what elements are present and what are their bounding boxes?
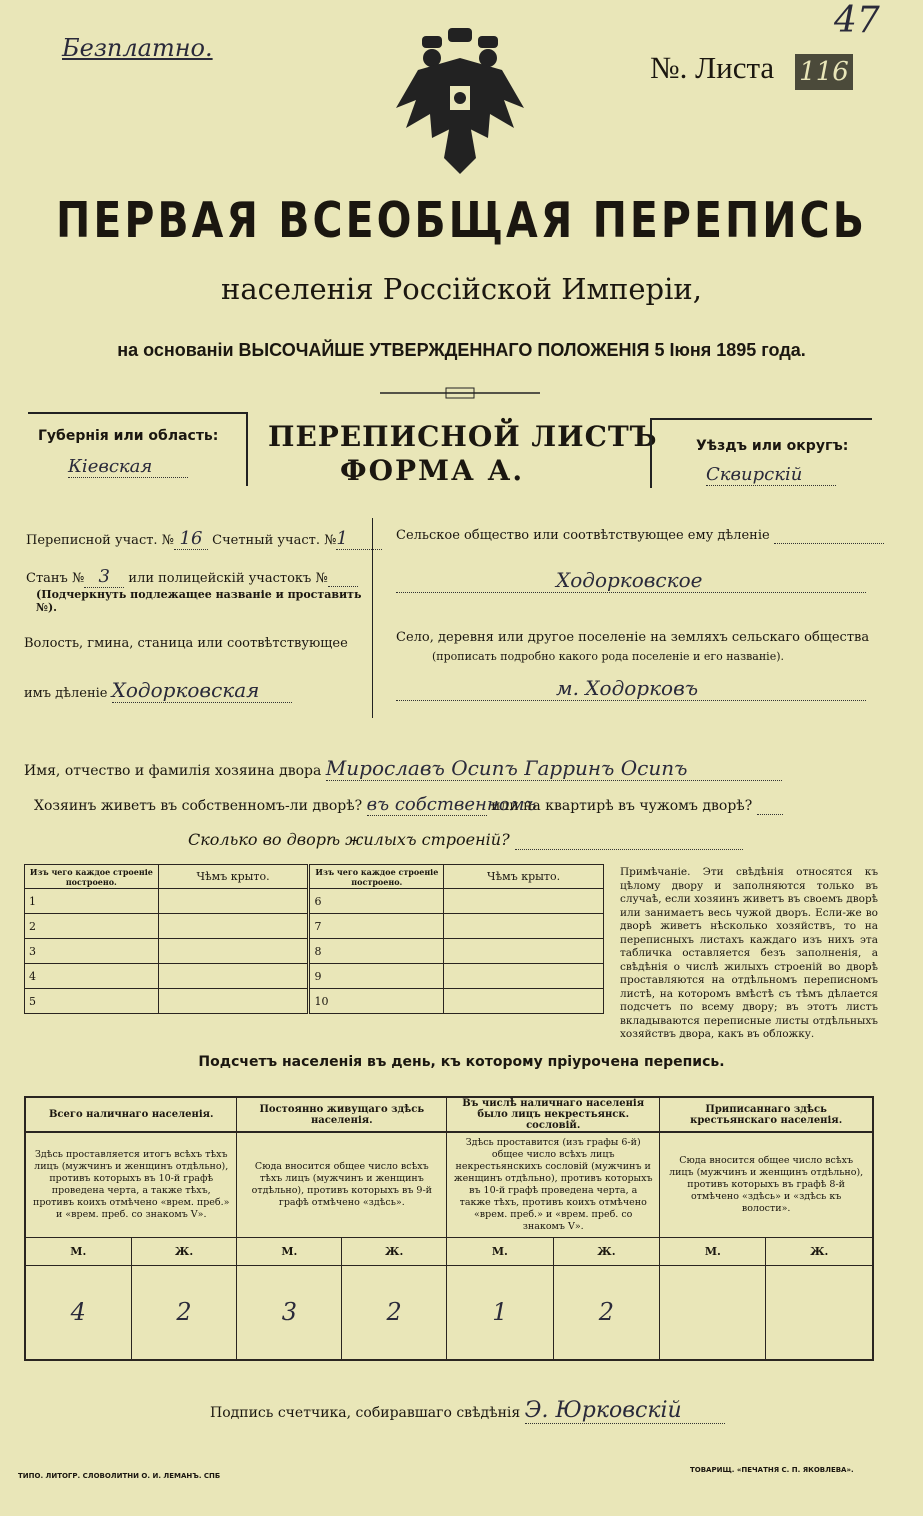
- buildings-row: [25, 939, 604, 964]
- roof-cell: [444, 939, 604, 964]
- society-value: Ходорковское: [396, 568, 866, 593]
- police-label: или полицейскій участокъ №: [128, 571, 328, 586]
- buildings-question-row: [188, 830, 743, 850]
- building-number: 3: [25, 939, 159, 964]
- building-number: 1: [25, 889, 159, 914]
- society-label: Сельское общество или соотвѣтствующее ему дѣленіе: [396, 528, 770, 543]
- owner-name-label: Имя, отчество и фамилія хозяина двора: [24, 763, 322, 779]
- sheet-title: ПЕРЕПИСНОЙ ЛИСТЪ: [268, 420, 658, 453]
- stan-row: [26, 566, 358, 588]
- female-label: Ж.: [342, 1238, 447, 1266]
- roof-cell: [444, 964, 604, 989]
- gubernia-value: Кіевская: [68, 456, 188, 478]
- location-left-block: [0, 518, 373, 718]
- signature-row: [210, 1398, 725, 1424]
- buildings-question: Сколько во дворѣ жилыхъ строеній?: [188, 830, 510, 849]
- building-number: 10: [309, 989, 444, 1014]
- male-label: М.: [447, 1238, 553, 1266]
- printer-right: ТОВАРИЩ. «ПЕЧАТНЯ С. П. ЯКОВЛЕВА».: [690, 1466, 854, 1474]
- gubernia-box: [28, 412, 248, 486]
- population-group-description: Сюда вносится общее число всѣхъ тѣхъ лицъ (мужчинъ и женщинъ отдѣльно), противъ которыхъ въ 9-й графѣ отмѣчено «здѣсь».: [237, 1132, 447, 1238]
- female-count: [766, 1266, 873, 1360]
- population-group-header: Постоянно живущаго здѣсь населенія.: [237, 1097, 447, 1132]
- page-title: ПЕРВАЯ ВСЕОБЩАЯ ПЕРЕПИСЬ: [56, 191, 867, 249]
- buildings-table-header: [25, 865, 604, 889]
- male-count: 1: [447, 1266, 553, 1360]
- sheet-number-label: №. Листа: [650, 50, 775, 85]
- female-count: 2: [131, 1266, 237, 1360]
- roof-cell: [158, 989, 309, 1014]
- male-label: М.: [237, 1238, 342, 1266]
- owner-lives-label: Хозяинъ живетъ въ собственномъ-ли дворѣ?: [34, 798, 363, 814]
- volost-label: Волость, гмина, станица или соотвѣтствующее: [24, 636, 348, 651]
- female-count: 2: [342, 1266, 447, 1360]
- page-subtitle: населенія Россійской Имперіи,: [221, 272, 702, 306]
- form-title: ФОРМА А.: [340, 454, 525, 487]
- population-group-description: Здѣсь проставится (изъ графы 6-й) общее число всѣхъ лицъ некрестьянскихъ сословій (мужчинъ и женщинъ отдѣльно), противъ которыхъ въ 10-й графѣ проведена черта, а также тѣхъ, противъ коихъ отмѣчено «врем. преб.» и «врем. преб. со знакомъ V».: [447, 1132, 660, 1238]
- owner-lives-row: [34, 794, 783, 816]
- roof-cell: [158, 914, 309, 939]
- male-label: М.: [660, 1238, 766, 1266]
- building-number: 9: [309, 964, 444, 989]
- col-material-right: Изъ чего каждое строеніе построено.: [309, 865, 444, 889]
- population-group-description: Здѣсь проставляется итогъ всѣхъ тѣхъ лицъ (мужчинъ и женщинъ отдѣльно), противъ которыхъ въ 10-й графѣ проведена черта, а также тѣхъ, противъ коихъ отмѣчено «врем. преб.» и «врем. преб. со знакомъ V».: [25, 1132, 237, 1238]
- census-district-value: 16: [174, 528, 208, 550]
- legal-basis: на основаніи ВЫСОЧАЙШЕ УТВЕРЖДЕННАГО ПОЛОЖЕНІЯ 5 Іюня 1895 года.: [117, 340, 806, 360]
- population-values: [25, 1266, 873, 1360]
- population-group-description: Сюда вносится общее число всѣхъ лицъ (мужчинъ и женщинъ отдѣльно), противъ которыхъ въ графѣ 8-й отмѣчено «здѣсь» и «здѣсь къ волости».: [660, 1132, 873, 1238]
- col-roof-right: Чѣмъ крыто.: [444, 865, 604, 889]
- census-district-row: [26, 528, 382, 550]
- underline-note: (Подчеркнуть подлежащее названіе и проставить №).: [36, 588, 362, 614]
- female-label: Ж.: [131, 1238, 237, 1266]
- buildings-row: [25, 964, 604, 989]
- free-label: Безплатно.: [62, 34, 213, 62]
- col-material-left: Изъ чего каждое строеніе построено.: [25, 865, 159, 889]
- population-descriptions: [25, 1132, 873, 1238]
- building-number: 5: [25, 989, 159, 1014]
- corner-number: 47: [834, 0, 880, 41]
- buildings-row: [25, 989, 604, 1014]
- stan-label: Станъ №: [26, 571, 85, 586]
- buildings-row: [25, 914, 604, 939]
- female-label: Ж.: [553, 1238, 660, 1266]
- building-number: 2: [25, 914, 159, 939]
- roof-cell: [444, 889, 604, 914]
- society-row: [396, 528, 884, 544]
- buildings-row: [25, 889, 604, 914]
- volost-label-2: имъ дѣленіе: [24, 686, 108, 701]
- population-group-header: Приписаннаго здѣсь крестьянскаго населенія.: [660, 1097, 873, 1132]
- buildings-table: [24, 864, 604, 1014]
- signature-label: Подпись счетчика, собиравшаго свѣдѣнія: [210, 1405, 521, 1421]
- male-label: М.: [25, 1238, 131, 1266]
- uezd-label: Уѣздъ или округъ:: [696, 438, 849, 454]
- count-district-label: Счетный участ. №: [212, 533, 337, 548]
- volost-row: [24, 678, 292, 703]
- owner-name-row: [24, 756, 782, 781]
- population-headers: [25, 1097, 873, 1132]
- village-label: Село, деревня или другое поселеніе на земляхъ сельскаго общества: [396, 630, 870, 645]
- roof-cell: [158, 939, 309, 964]
- uezd-value: Сквирскій: [706, 464, 836, 486]
- roof-cell: [444, 989, 604, 1014]
- location-right-block: [396, 528, 886, 718]
- female-count: 2: [553, 1266, 660, 1360]
- population-sex-labels: [25, 1238, 873, 1266]
- building-number: 8: [309, 939, 444, 964]
- census-district-label: Переписной участ. №: [26, 533, 174, 548]
- owner-lives-value: въ собственномъ: [366, 794, 537, 815]
- stan-value: 3: [84, 566, 124, 588]
- ornament-divider: [380, 386, 540, 400]
- sheet-number-value: 116: [795, 54, 853, 90]
- buildings-note: Примѣчаніе. Эти свѣдѣнія относятся къ цѣлому двору и заполняются только въ случаѣ, если хозяинъ живетъ въ своемъ дворѣ или занимаетъ весь чужой дворъ. Если-же во дворѣ живетъ нѣсколько хозяйствъ, то на переписныхъ листахъ каждаго изъ нихъ эта табличка оставляется безъ заполненія, а свѣдѣнія о числѣ жилыхъ строеній во дворѣ проставляются на отдѣльномъ переписномъ листѣ, на которомъ вмѣстѣ съ тѣмъ дѣлается подсчетъ по всему двору; въ этотъ листъ вкладываются переписные листы отдѣльныхъ хозяйствъ двора, какъ въ обложку.: [620, 866, 878, 1040]
- col-roof-left: Чѣмъ крыто.: [158, 865, 309, 889]
- owner-or-label: или на квартирѣ въ чужомъ дворѣ?: [491, 798, 753, 814]
- volost-value: Ходорковская: [112, 678, 292, 703]
- population-group-header: Въ числѣ наличнаго населенія было лицъ некрестьянск. сословій.: [447, 1097, 660, 1132]
- male-count: 4: [25, 1266, 131, 1360]
- owner-name-value: Мирославъ Осипъ Гарринъ Осипъ: [326, 756, 782, 781]
- building-number: 4: [25, 964, 159, 989]
- village-value: м. Ходорковъ: [396, 676, 866, 701]
- count-district-value: 1: [336, 528, 382, 550]
- population-table: [24, 1096, 874, 1361]
- building-number: 7: [309, 914, 444, 939]
- population-title: Подсчетъ населенія въ день, къ которому пріурочена перепись.: [198, 1054, 725, 1070]
- printer-left: ТИПО. ЛИТОГР. СЛОВОЛИТНИ О. И. ЛЕМАНЪ. СПБ: [18, 1472, 221, 1480]
- gubernia-label: Губернія или область:: [38, 428, 219, 444]
- village-note: (прописать подробно какого рода поселеніе и его названіе).: [432, 650, 784, 663]
- double-headed-eagle-emblem: [392, 28, 528, 178]
- roof-cell: [158, 964, 309, 989]
- female-label: Ж.: [766, 1238, 873, 1266]
- roof-cell: [158, 889, 309, 914]
- uezd-box: [650, 418, 872, 488]
- roof-cell: [444, 914, 604, 939]
- male-count: [660, 1266, 766, 1360]
- male-count: 3: [237, 1266, 342, 1360]
- building-number: 6: [309, 889, 444, 914]
- population-group-header: Всего наличнаго населенія.: [25, 1097, 237, 1132]
- signature-value: Э. Юрковскій: [525, 1398, 725, 1424]
